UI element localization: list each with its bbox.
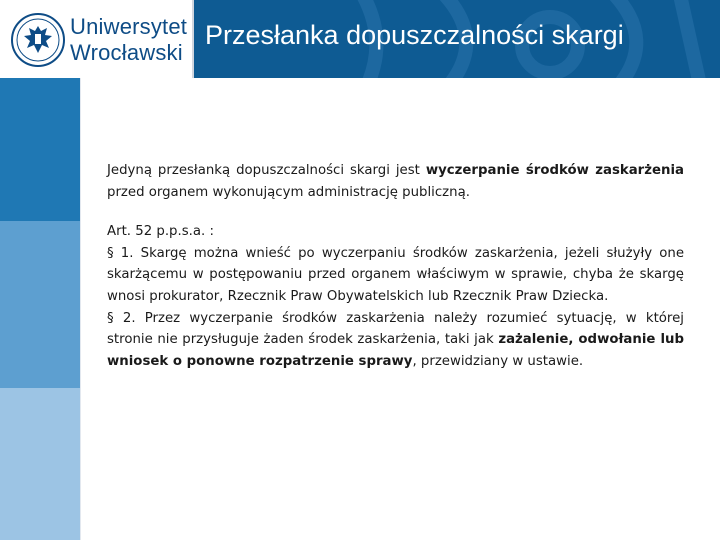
section-2-text-1: § 2. Przez wyczerpanie środków zaskarżenia należy rozumieć sytuację, w której stronie nie przysługuje żaden środek zaskarżenia, taki jak <box>107 310 684 348</box>
logo-text-line2: Wrocławski <box>70 40 183 65</box>
logo-text-line1: Uniwersytet <box>70 14 188 39</box>
sidebar-block-middle <box>0 221 80 388</box>
intro-bold: wyczerpanie środków zaskarżenia <box>425 163 684 178</box>
intro-text-1: Jedyną przesłanką dopuszczalności skargi jest <box>107 163 426 178</box>
sidebar-block-bottom <box>0 388 80 540</box>
section-2-text-2: , przewidziany w ustawie. <box>412 353 584 369</box>
article-reference: Art. 52 p.p.s.a. : <box>107 224 214 240</box>
intro-paragraph <box>107 160 684 203</box>
header-bar <box>0 0 720 78</box>
slide-body <box>107 160 684 372</box>
sidebar-block-top <box>0 78 80 221</box>
university-eagle-emblem-icon <box>10 12 66 68</box>
intro-text-2: przed organem wykonującym administrację publiczną. <box>107 184 470 200</box>
logo <box>0 0 194 78</box>
sidebar-decoration <box>0 78 80 540</box>
section-2 <box>107 308 684 373</box>
section-1: § 1. Skargę można wnieść po wyczerpaniu środków zaskarżenia, jeżeli służyły one skarżącemu w postępowaniu przed organem właściwym w sprawie, chyba że skargę wnosi prokurator, Rzecznik Praw Obywatelskich lub Rzecznik Praw Dziecka. <box>107 245 684 304</box>
section-2-bold: zażalenie, odwołanie lub wniosek o ponowne rozpatrzenie sprawy <box>107 332 684 369</box>
slide-title: Przesłanka dopuszczalności skargi <box>205 20 624 50</box>
